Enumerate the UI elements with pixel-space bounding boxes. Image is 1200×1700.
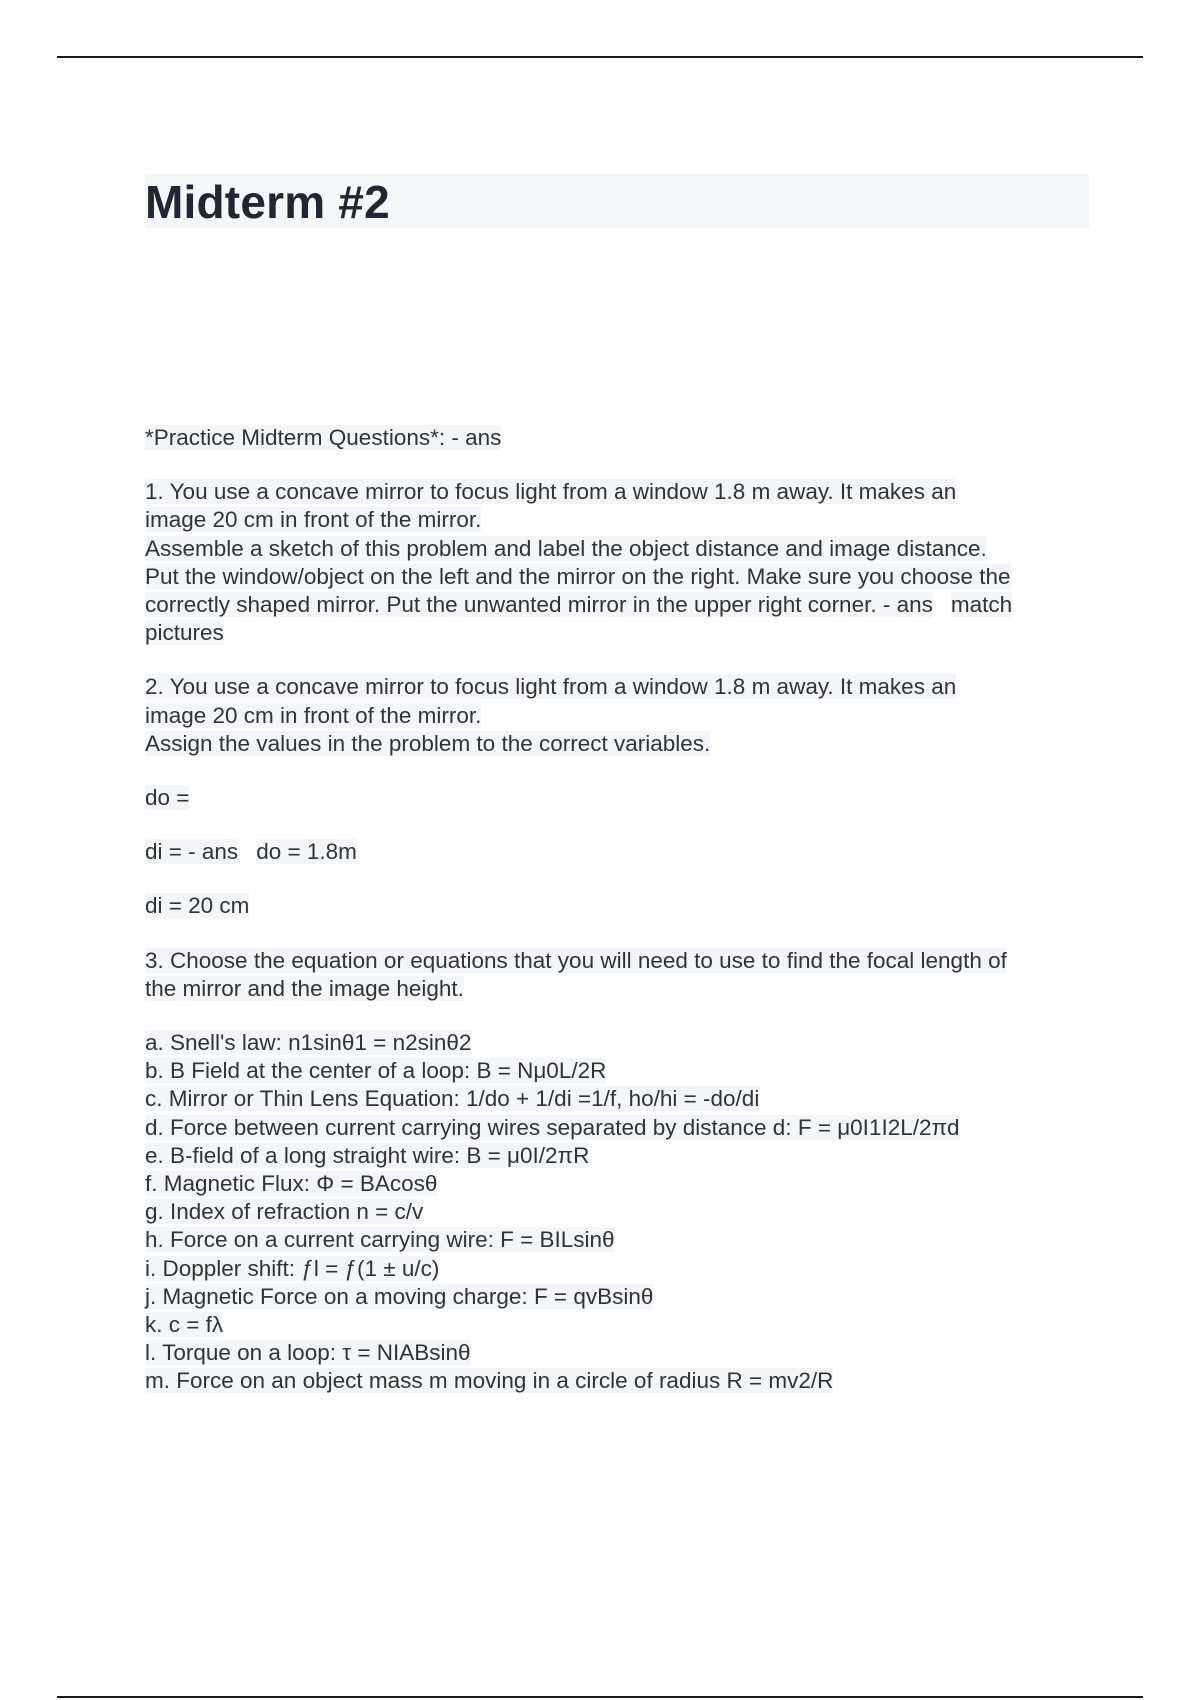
question-1 xyxy=(145,478,1095,647)
q1-line: 1. You use a concave mirror to focus light from a window 1.8 m away. It makes an xyxy=(145,479,957,505)
list-item: f. Magnetic Flux: Φ = BAcosθ xyxy=(145,1171,438,1197)
list-item: i. Doppler shift: ƒl = ƒ(1 ± u/c) xyxy=(145,1255,440,1281)
page-title: Midterm #2 xyxy=(145,176,390,228)
intro-text: *Practice Midterm Questions*: - ans xyxy=(145,425,502,450)
document-body xyxy=(145,424,1095,1396)
list-item: d. Force between current carrying wires separated by distance d: F = μ0I1I2L/2πd xyxy=(145,1114,960,1140)
list-item: c. Mirror or Thin Lens Equation: 1/do + 1/di =1/f, ho/hi = -do/di xyxy=(145,1086,760,1112)
q2-di-label: di = - ans xyxy=(145,839,239,865)
intro-paragraph xyxy=(145,424,1095,452)
bottom-rule xyxy=(57,1696,1143,1698)
question-3 xyxy=(145,947,1095,1003)
q3-options-list xyxy=(145,1029,1095,1396)
q1-line: image 20 cm in front of the mirror. xyxy=(145,507,482,533)
q2-answer-do: do = 1.8m xyxy=(256,839,357,865)
q3-line: the mirror and the image height. xyxy=(145,975,464,1001)
question-2 xyxy=(145,673,1095,758)
q2-line: image 20 cm in front of the mirror. xyxy=(145,702,482,728)
q2-do-row xyxy=(145,784,1095,812)
q2-answer-di-row xyxy=(145,892,1095,920)
list-item: j. Magnetic Force on a moving charge: F = qvBsinθ xyxy=(145,1283,654,1309)
list-item: h. Force on a current carrying wire: F = BILsinθ xyxy=(145,1227,615,1253)
list-item: l. Torque on a loop: τ = NIABsinθ xyxy=(145,1340,471,1366)
list-item: a. Snell's law: n1sinθ1 = n2sinθ2 xyxy=(145,1030,472,1056)
list-item: k. c = fλ xyxy=(145,1312,224,1338)
q1-line: Assemble a sketch of this problem and label the object distance and image distance. xyxy=(145,535,987,561)
top-rule xyxy=(57,56,1143,58)
q1-line: Put the window/object on the left and the mirror on the right. Make sure you choose the xyxy=(145,563,1011,589)
q1-answer-continued: pictures xyxy=(145,620,224,646)
q2-answer-di: di = 20 cm xyxy=(145,893,250,919)
q1-answer: match xyxy=(950,592,1013,618)
list-item: g. Index of refraction n = c/v xyxy=(145,1199,424,1225)
q2-do-label: do = xyxy=(145,785,190,811)
q2-line: Assign the values in the problem to the correct variables. xyxy=(145,730,711,756)
q2-di-row xyxy=(145,838,1095,866)
q3-line: 3. Choose the equation or equations that you will need to use to find the focal length of xyxy=(145,947,1007,973)
q1-line: correctly shaped mirror. Put the unwanted mirror in the upper right corner. - ans xyxy=(145,592,933,618)
list-item: b. B Field at the center of a loop: B = Nμ0L/2R xyxy=(145,1058,607,1084)
list-item: m. Force on an object mass m moving in a circle of radius R = mv2/R xyxy=(145,1368,834,1394)
list-item: e. B-field of a long straight wire: B = μ0I/2πR xyxy=(145,1142,590,1168)
q2-line: 2. You use a concave mirror to focus light from a window 1.8 m away. It makes an xyxy=(145,674,957,700)
